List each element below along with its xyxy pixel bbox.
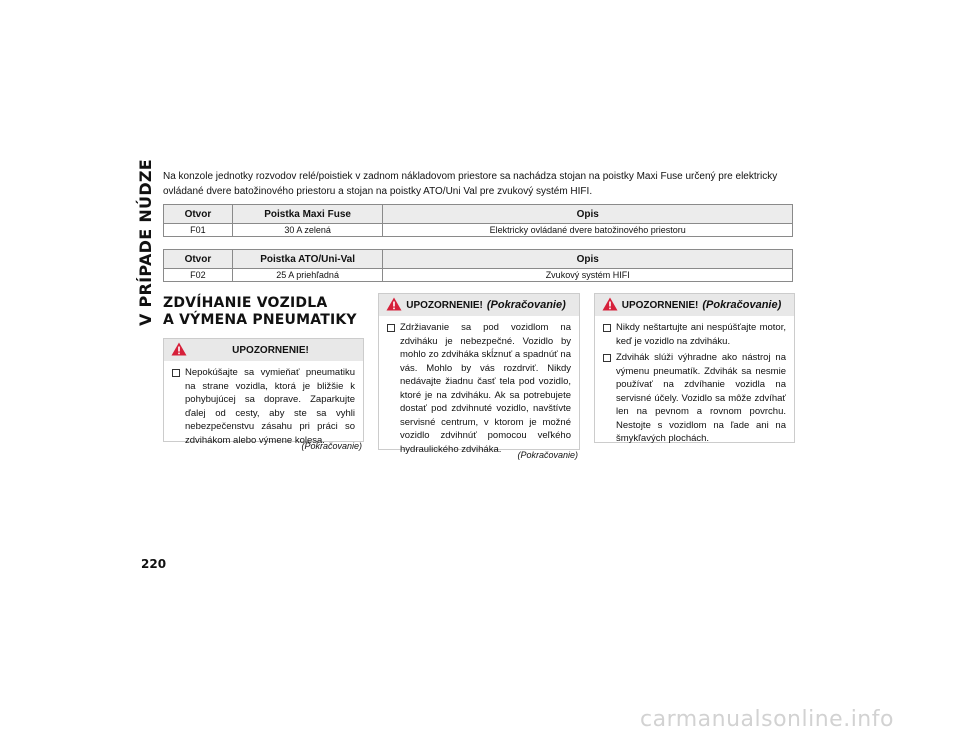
table-header-row xyxy=(164,205,793,224)
continued-note: (Pokračovanie) xyxy=(301,441,362,451)
chapter-side-title-text: V PRÍPADE NÚDZE xyxy=(136,158,156,326)
checkbox-bullet-icon xyxy=(603,354,611,362)
table-header-cell: Opis xyxy=(383,250,793,269)
warning-title: UPOZORNENIE! xyxy=(621,299,699,311)
list-item-text: Zdvihák slúži výhradne ako nástroj na výmenu pneumatík. Zdvihák sa nesmie používať na zdvíhanie vozidla na servisné účely. Vozidlo sa môže zdvíhať len na pevnom a rovnom povrchu. Nestojte s vozidlom na ľade ani na šmykľavých plochách. xyxy=(616,352,786,444)
warning-header xyxy=(164,339,363,361)
warning-body xyxy=(379,316,579,464)
intro-paragraph: Na konzole jednotky rozvodov relé/poistiek v zadnom nákladovom priestore sa nachádza stojan na poistky Maxi Fuse určený pre elektricky ovládané dvere batožinového priestoru a stojan na poistky ATO/Uni Val pre zvukový systém HIFI. xyxy=(163,171,778,197)
warning-header xyxy=(379,294,579,316)
table-cell: Elektricky ovládané dvere batožinového priestoru xyxy=(383,224,793,237)
table-header-row xyxy=(164,250,793,269)
ato-fuse-table xyxy=(163,249,793,282)
page-number: 220 xyxy=(141,557,167,571)
list-item-text: Nepokúšajte sa vymieňať pneumatiku na strane vozidla, ktorá je bližšie k pohybujúcej sa doprave. Zaparkujte ďalej od cesty, aby ste sa vyhli nebezpečenstvu zásahu pri práci so zdvihákom alebo výmene kolesa. xyxy=(185,367,355,446)
table-cell: F02 xyxy=(164,269,233,282)
table-cell: 30 A zelená xyxy=(232,224,383,237)
table-header-cell: Opis xyxy=(383,205,793,224)
table-row xyxy=(164,269,793,282)
warning-triangle-icon xyxy=(386,297,402,311)
warning-title-suffix: (Pokračovanie) xyxy=(486,299,566,311)
section-title-line1: ZDVÍHANIE VOZIDLA xyxy=(163,295,328,311)
warning-title: UPOZORNENIE! xyxy=(406,299,483,311)
list-item-text: Zdržiavanie sa pod vozidlom na zdviháku je nebezpečné. Vozidlo by mohlo zo zdviháka skĺznuť a spadnúť na vás. Mohlo by vás rozdrviť. Nikdy nedávajte žiadnu časť tela pod vozidlo, ktoré je na zdviháku. Ak sa potrebujete dostať pod zdvihnuté vozidlo, navštívte servisné centrum, v ktorom je možné vozidlo zdvihnúť pomocou veľkého hydraulického zdviháka. xyxy=(400,322,571,455)
table-header-cell: Poistka Maxi Fuse xyxy=(232,205,383,224)
list-item xyxy=(172,366,355,447)
watermark: carmanualsonline.info xyxy=(640,707,894,732)
chapter-side-title xyxy=(133,158,159,326)
table-header-cell: Poistka ATO/Uni-Val xyxy=(232,250,383,269)
list-item xyxy=(603,321,786,348)
checkbox-bullet-icon xyxy=(387,324,395,332)
warning-triangle-icon xyxy=(171,342,187,356)
checkbox-bullet-icon xyxy=(603,324,611,332)
warning-header xyxy=(595,294,794,316)
list-item xyxy=(387,321,571,456)
warning-title-suffix: (Pokračovanie) xyxy=(702,299,782,311)
table-cell: 25 A priehľadná xyxy=(232,269,383,282)
warning-title: UPOZORNENIE! xyxy=(232,344,309,356)
warning-body xyxy=(595,316,794,454)
list-item xyxy=(603,351,786,446)
checkbox-bullet-icon xyxy=(172,369,180,377)
table-row xyxy=(164,224,793,237)
section-title xyxy=(163,295,357,329)
warning-box xyxy=(378,293,580,455)
maxi-fuse-table xyxy=(163,204,793,237)
table-header-cell: Otvor xyxy=(164,205,233,224)
table-cell: F01 xyxy=(164,224,233,237)
continued-note: (Pokračovanie) xyxy=(517,450,578,460)
warning-triangle-icon xyxy=(602,297,618,311)
section-title-line2: A VÝMENA PNEUMATIKY xyxy=(163,312,357,328)
list-item-text: Nikdy neštartujte ani nespúšťajte motor, keď je vozidlo na zdviháku. xyxy=(616,322,786,347)
table-header-cell: Otvor xyxy=(164,250,233,269)
table-cell: Zvukový systém HIFI xyxy=(383,269,793,282)
warning-box xyxy=(594,293,795,443)
